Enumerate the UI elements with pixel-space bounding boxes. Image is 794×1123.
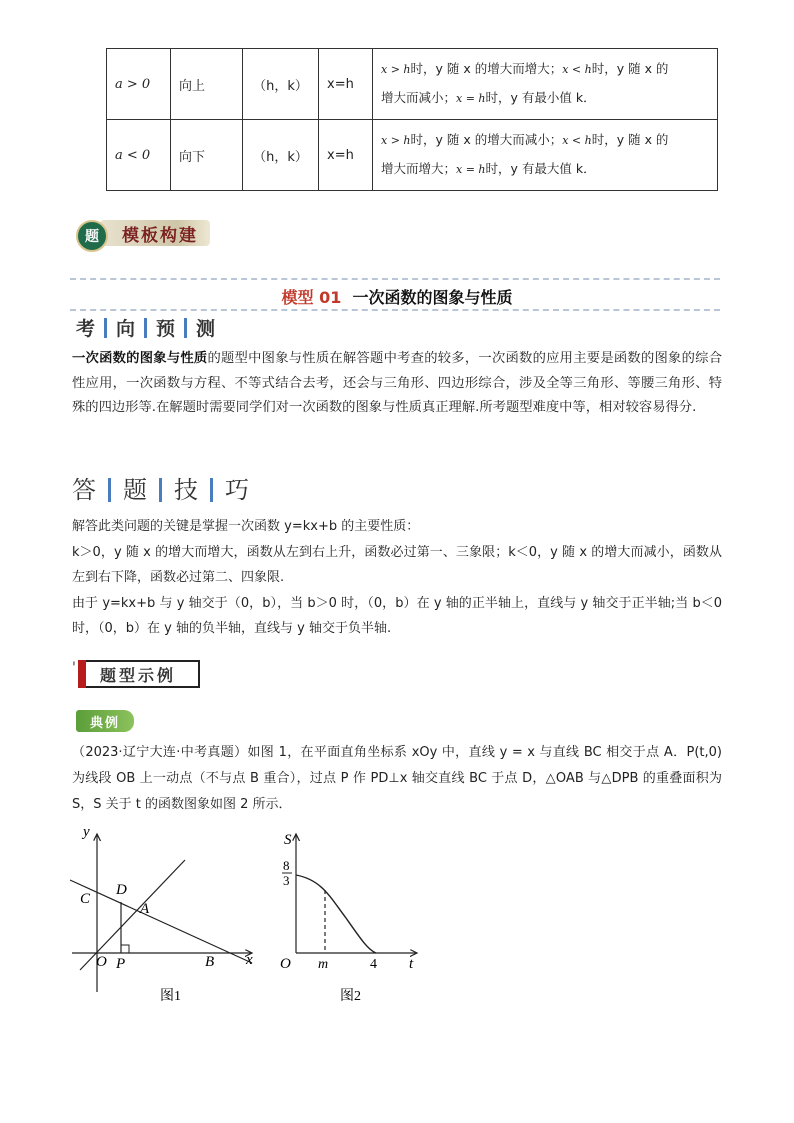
heading-char: 技 [174,476,198,504]
skills-line: k＞0，y 随 x 的增大而增大，函数从左到右上升，函数必过第一、三象限；k＜0，y 随 x 的增大而减小，函数从左到右下降，函数必过第二、四象限. [72,544,722,585]
math-inline: x > h [381,134,411,147]
heading-char: 题 [123,476,147,504]
figure-2-caption: 图2 [340,989,361,1004]
text-span: 增大而减小； [381,90,457,105]
heading-char: 预 [156,318,176,340]
heading-char: 答 [72,476,96,504]
math-inline: x < h [562,63,592,76]
separator [184,318,187,338]
label-a: A [140,901,150,917]
table-cell-opening: 向上 [171,49,243,120]
math-inline: x > h [381,63,411,76]
table-cell-opening: 向下 [171,120,243,191]
heading-char: 向 [116,318,136,340]
example-section-label: 题型示例 [100,666,177,685]
model-name: 一次函数的图象与性质 [352,288,513,307]
table-cell-a: a < 0 [107,120,171,191]
separator [144,318,147,338]
math-inline: x = h [456,163,486,176]
figure-1 [62,822,262,1012]
label-y: y [83,824,90,840]
table-cell-axis: x=h [319,120,373,191]
skills-heading [72,470,249,505]
text-span: 时，y 随 x 的 [591,61,669,76]
separator [210,478,213,502]
text-span: 时，y 随 x 的增大而减小； [410,132,563,147]
label-p: P [116,956,126,972]
bold-phrase: 一次函数的图象与性质 [72,351,208,366]
text-span: 时，y 随 x 的增大而增大； [410,61,563,76]
model-prefix: 模型 01 [281,288,342,307]
label-origin: O [280,956,291,972]
label-x: x [246,952,253,968]
forecast-paragraph [72,347,722,421]
separator [159,478,162,502]
label-s: S [284,832,292,848]
topic-circle-icon: 题 [76,220,108,252]
fraction-denominator: 3 [283,873,290,888]
table-cell-a: a > 0 [107,49,171,120]
table-cell-vertex: （h，k） [243,120,319,191]
math-inline: x = h [456,92,486,105]
label-m: m [318,957,329,972]
separator [108,478,111,502]
label-c: C [80,891,91,907]
skills-line: 解答此类问题的关键是掌握一次函数 y=kx+b 的主要性质： [72,519,420,534]
text-span: 时，y 随 x 的 [591,132,669,147]
math-inline: x < h [562,134,592,147]
divider [70,309,720,311]
label-origin: O [96,954,107,970]
s-curve [296,875,376,953]
fraction-numerator: 8 [283,858,290,873]
example-section-accent [78,660,86,688]
figure-1-caption: 图1 [160,989,181,1004]
table-row [107,120,718,191]
heading-char: 巧 [225,476,249,504]
skills-line: 由于 y=kx+b 与 y 轴交于（0，b），当 b＞0 时，（0，b）在 y 轴的正半轴上，直线与 y 轴交于正半轴;当 b＜0 时，（0，b）在 y 轴的负半轴，直线与 y 轴交于负半轴. [72,595,722,636]
label-t: t [409,956,414,972]
model-title [0,285,794,308]
stray-mark: ' [72,660,76,676]
text-span: 增大而增大； [381,161,457,176]
table-cell-property [373,120,718,191]
divider [70,278,720,280]
text-span: 的题型中图象与性质在解答题中考查的较多，一次函数的应用主要是函数的图象的综合性应用，一次函数与方程、不等式结合去考，还会与三角形、四边形综合，涉及全等三角形、等腰三角形、特殊的四边形等.在解题时需要同学们对一次函数的图象与性质真正理解.所考题型难度中等，相对较容易得分. [72,351,722,415]
template-building-banner: 模板构建 [100,220,210,246]
label-d: D [116,882,127,898]
table-cell-vertex: （h，k） [243,49,319,120]
label-four: 4 [370,957,377,972]
text-span: 时，y 有最小值 k． [485,90,596,105]
label-b: B [205,954,215,970]
right-angle-mark [121,945,129,953]
forecast-heading [76,314,215,341]
problem-text: （2023·辽宁大连·中考真题）如图 1，在平面直角坐标系 xOy 中，直线 y = x 与直线 BC 相交于点 A．P(t,0) 为线段 OB 上一动点（不与点 B 重合），过点 P 作 PD⊥x 轴交直线 BC 于点 D，△OAB 与△DPB 的重叠面积为 S，S 关于 t 的函数图象如图 2 所示． [72,745,722,812]
heading-char: 考 [76,318,96,340]
heading-char: 测 [196,318,216,340]
figure-2 [272,822,432,1012]
table-row [107,49,718,120]
separator [104,318,107,338]
skills-paragraph [72,514,722,642]
text-span: 时，y 有最大值 k． [485,161,596,176]
table-cell-property [373,49,718,120]
example-badge: 典例 [76,710,134,732]
table-cell-axis: x=h [319,49,373,120]
properties-table [106,48,718,191]
